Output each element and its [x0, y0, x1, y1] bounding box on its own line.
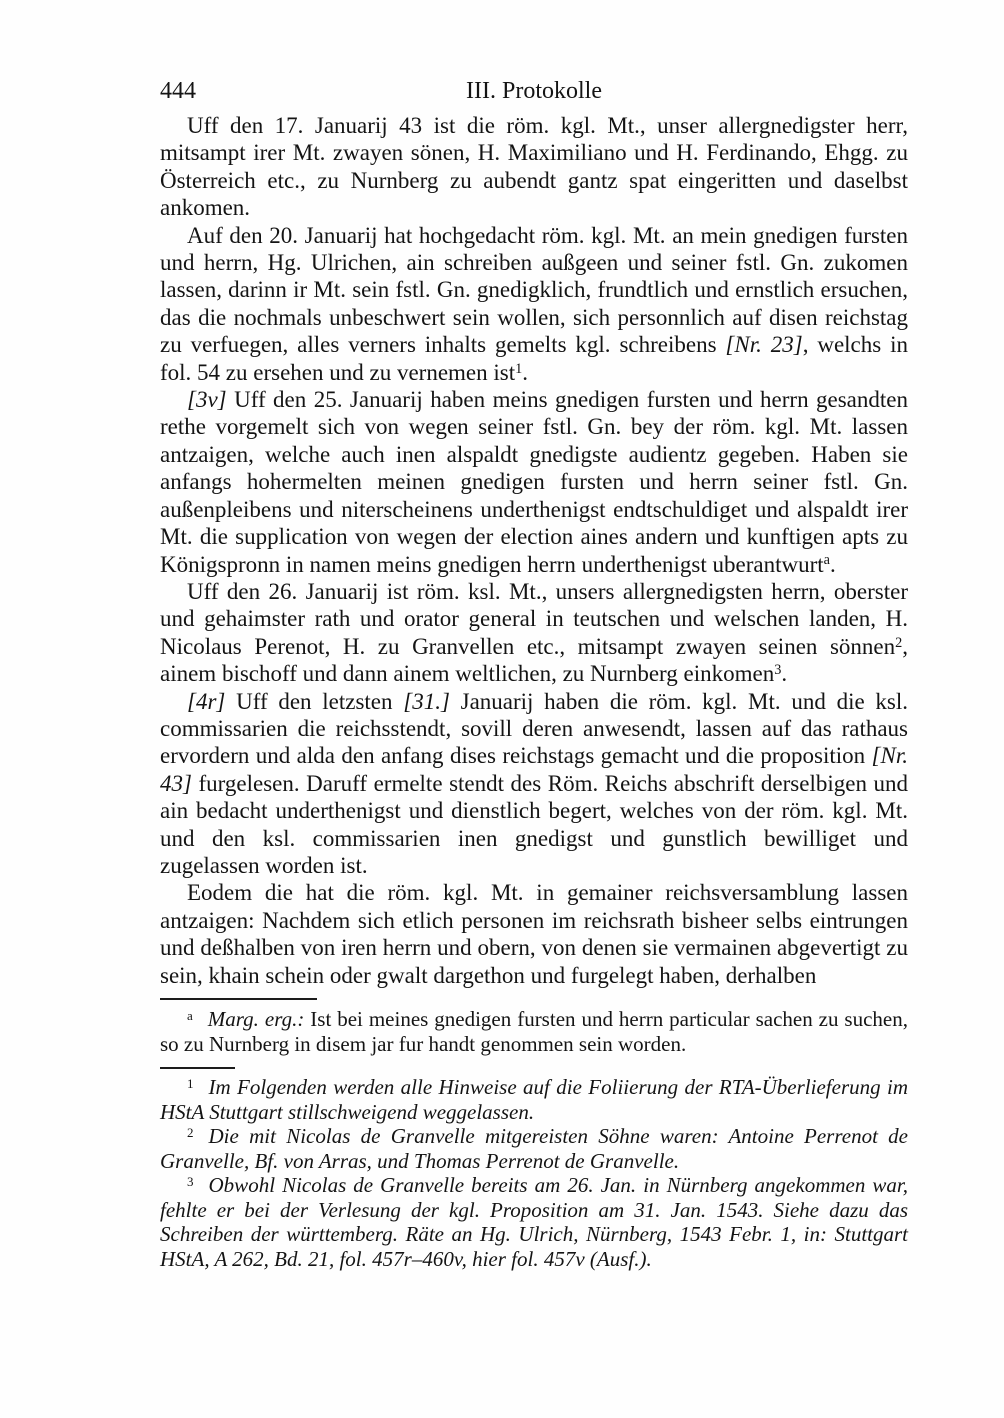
text-segment: Uff den 25. Januarij haben meins gnedigen fursten und herrn gesandten rethe vorgemelt sich von wegen seiner fstl. Gn. bey der röm. kgl. Mt. lassen antzaigen, welche auch inen alspaldt gnedigste audientz gegeben. Haben sie anfangs hohermelten meinen gnedigen fursten und herrn seiner fstl. Gn. außenpleibens und niterscheinens underthenigst endtschuldiget und alspaldt irer Mt. die supplication von wegen der election aines andern und kunftigen apts zu Königspronn in namen meins gnedigen herrn underthenigst uberantwurt [160, 387, 908, 577]
text-segment: Uff den 17. Januarij 43 ist die röm. kgl. Mt., unser allergnedigster herr, mitsampt irer Mt. zwayen sönen, H. Maximiliano und H. Ferdinando, Ehgg. zu Österreich etc., zu Nurnberg zu aubendt gantz spat eingeritten und daselbst ankomen. [160, 113, 908, 221]
footnote-separator-marginal [160, 998, 317, 1000]
text-segment: Ist bei meines gnedigen fursten und herrn particular sachen zu suchen, so zu Nurnberg in disem jar fur handt genommen sein worden. [160, 1007, 908, 1056]
text-segment: Januarij haben die röm. kgl. Mt. und die ksl. commissarien die reichsstendt, sovill deren anwesendt, lassen auf das rathaus ervordern und alda den anfang dises reichstags gemacht und die proposition [160, 688, 909, 769]
footnote-1 [160, 1075, 908, 1124]
text-segment: [Nr. 23] [725, 332, 803, 358]
text-segment: . [781, 661, 788, 687]
paragraph [160, 222, 908, 386]
superscript-marker: 2 [187, 1124, 194, 1140]
text-segment: Uff den letzsten [225, 688, 404, 714]
paragraph [160, 112, 908, 222]
footnote-3 [160, 1173, 908, 1271]
text-segment: Uff den 26. Januarij ist röm. ksl. Mt., unsers allergnedigsten herrn, oberster und gehaimster rath und orator general in teutschen und welschen landen, H. Nicolaus Perenot, H. zu Granvellen etc., mitsampt zwayen seinen sönnen [160, 578, 908, 659]
text-segment: . [829, 551, 836, 577]
paragraph [160, 879, 908, 989]
text-segment: [31.] [403, 688, 450, 714]
page-header [160, 78, 908, 105]
text-segment: Marg. erg.: [207, 1007, 305, 1031]
text-segment: furgelesen. Daruff ermelte stendt des Röm. Reichs abschrift derselbigen und ain bedacht underthenigst und dienstlich begert, welches von der röm. kgl. Mt. und den ksl. commissarien inen gnedigst und gunstlich bewilliget und zugelassen worden ist. [160, 770, 908, 878]
superscript-marker: 1 [515, 360, 523, 377]
footnote-marginal-a [160, 1007, 908, 1056]
superscript-marker: a [823, 552, 830, 569]
paragraph [160, 578, 908, 688]
body-text [160, 112, 908, 989]
running-title: III. Protokolle [466, 78, 602, 104]
text-segment: [3v] [187, 387, 227, 413]
text-segment: . [522, 359, 528, 385]
type-area [160, 78, 908, 1271]
page-number: 444 [160, 78, 196, 104]
superscript-marker: 1 [187, 1075, 194, 1091]
superscript-marker: 3 [774, 662, 782, 678]
text-segment: , ainem bischoff und dann ainem weltlichen, zu Nurnberg einkomen [160, 633, 908, 687]
superscript-marker: 2 [895, 634, 903, 651]
text-segment: Die mit Nicolas de Granvelle mitgereisten Söhne waren: Antoine Perrenot de Granvelle, Bf. von Arras, und Thomas Perrenot de Granvelle. [160, 1124, 908, 1173]
paragraph [160, 688, 908, 880]
text-segment: Auf den 20. Januarij hat hochgedacht röm. kgl. Mt. an mein gnedigen fursten und herrn, Hg. Ulrichen, ain schreiben außgeen und seiner fstl. Gn. zukomen lassen, darinn ir Mt. sein fstl. Gn. gnedigklich, frundtlich und ernstlich ersuchen, das die nochmals unbeschwert sein wollen, sich personnlich auf disen reichstag zu verfuegen, alles verners inhalts gemelts kgl. schreibens [160, 222, 908, 358]
text-segment: Eodem die hat die röm. kgl. Mt. in gemainer reichsversamblung lassen antzaigen: Nachdem sich etlich personen im reichsrath bisheer selbs eintrungen und deßhalben von iren herrn und obern, von denen sie vermainen abgevertigt zu sein, khain schein oder gwalt dargethon und furgelegt haben, derhalben [160, 880, 908, 988]
text-segment: Obwohl Nicolas de Granvelle bereits am 26. Jan. in Nürnberg angekommen war, fehlte er bei der Verlesung der kgl. Proposition am 31. Jan. 1543. Siehe dazu das Schreiben der württemberg. Räte an Hg. Ulrich, Nürnberg, 1543 Febr. 1, in: Stuttgart HStA, A 262, Bd. 21, fol. 457r–460v, hier fol. 457v (Ausf.). [160, 1173, 908, 1271]
text-segment: Im Folgenden werden alle Hinweise auf die Foliierung der RTA-Überlieferung im HStA Stuttgart stillschweigend weggelassen. [160, 1075, 908, 1124]
text-segment: [Nr. 43] [160, 743, 908, 796]
text-segment: , welchs in fol. 54 zu ersehen und zu vernemen ist [160, 332, 908, 385]
footnote-separator-numbered [160, 1067, 235, 1069]
superscript-marker: 3 [187, 1173, 194, 1189]
footnote-2 [160, 1124, 908, 1173]
text-segment: [4r] [187, 688, 226, 714]
paragraph [160, 386, 908, 578]
superscript-marker: a [187, 1007, 193, 1023]
